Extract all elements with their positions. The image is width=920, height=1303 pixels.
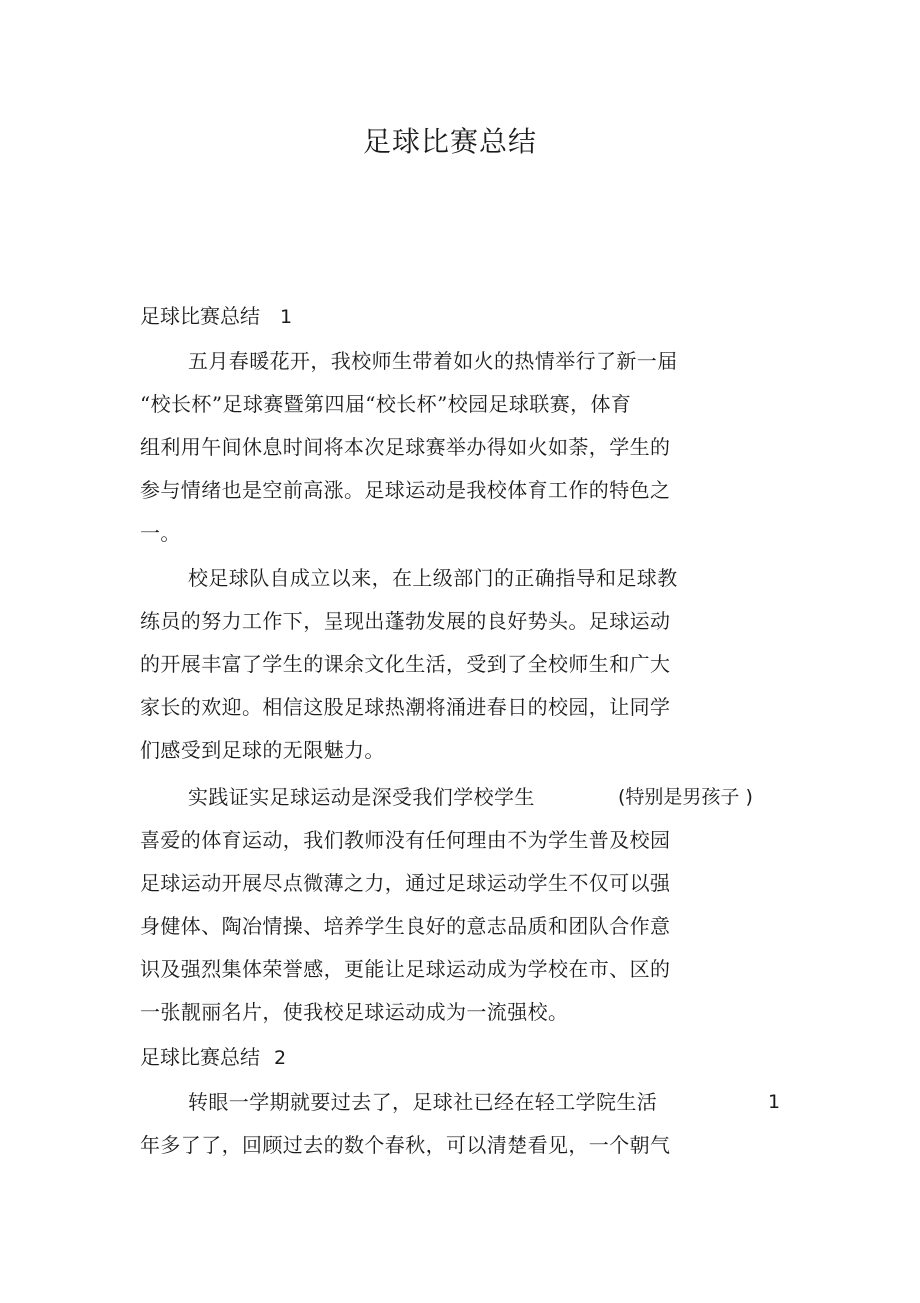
- paragraph-line: 练员的努力工作下，呈现出蓬勃发展的良好势头。足球运动: [140, 609, 671, 633]
- section-heading-2-text: 足球比赛总结: [140, 1045, 260, 1069]
- section-heading-2-number: 2: [274, 1047, 287, 1069]
- paragraph-line: 身健体、陶冶情操、培养学生良好的意志品质和团队合作意: [140, 914, 671, 938]
- paragraph-line: 转眼一学期就要过去了，足球社已经在轻工学院生活: [188, 1090, 658, 1114]
- section-heading-2: [140, 1042, 286, 1073]
- paragraph-line: 家长的欢迎。相信这股足球热潮将涌进春日的校园，让同学: [140, 695, 671, 719]
- paragraph-line: 参与情绪也是空前高涨。足球运动是我校体育工作的特色之: [140, 478, 671, 502]
- document-title: 足球比赛总结: [362, 125, 537, 158]
- paragraph-line: 实践证实足球运动是深受我们学校学生: [188, 785, 535, 809]
- paragraph-line: 五月春暖花开，我校师生带着如火的热情举行了新一届: [188, 349, 678, 373]
- paragraph-line: 足球运动开展尽点微薄之力，通过足球运动学生不仅可以强: [140, 871, 671, 895]
- paragraph-line: 的开展丰富了学生的课余文化生活，受到了全校师生和广大: [140, 652, 671, 676]
- paragraph-line: 组利用午间休息时间将本次足球赛举办得如火如荼，学生的: [140, 435, 671, 459]
- paragraph-aside: (特别是男孩子 ): [618, 786, 753, 808]
- paragraph-aside: 1: [768, 1091, 781, 1113]
- section-heading-1-number: 1: [280, 306, 293, 328]
- paragraph-line: “校长杯”足球赛暨第四届“校长杯”校园足球联赛，体育: [140, 392, 632, 416]
- paragraph-line: 一。: [140, 521, 181, 545]
- paragraph-line: 一张靓丽名片，使我校足球运动成为一流强校。: [140, 1000, 569, 1024]
- paragraph-line: 喜爱的体育运动，我们教师没有任何理由不为学生普及校园: [140, 828, 671, 852]
- paragraph-line: 识及强烈集体荣誉感，更能让足球运动成为学校在市、区的: [140, 957, 671, 981]
- paragraph-line: 年多了了，回顾过去的数个春秋，可以清楚看见，一个朝气: [140, 1133, 671, 1157]
- paragraph-line: 们感受到足球的无限魅力。: [140, 738, 385, 762]
- paragraph-line: 校足球队自成立以来，在上级部门的正确指导和足球教: [188, 566, 678, 590]
- section-heading-1: [140, 301, 292, 332]
- section-heading-1-text: 足球比赛总结: [140, 304, 260, 328]
